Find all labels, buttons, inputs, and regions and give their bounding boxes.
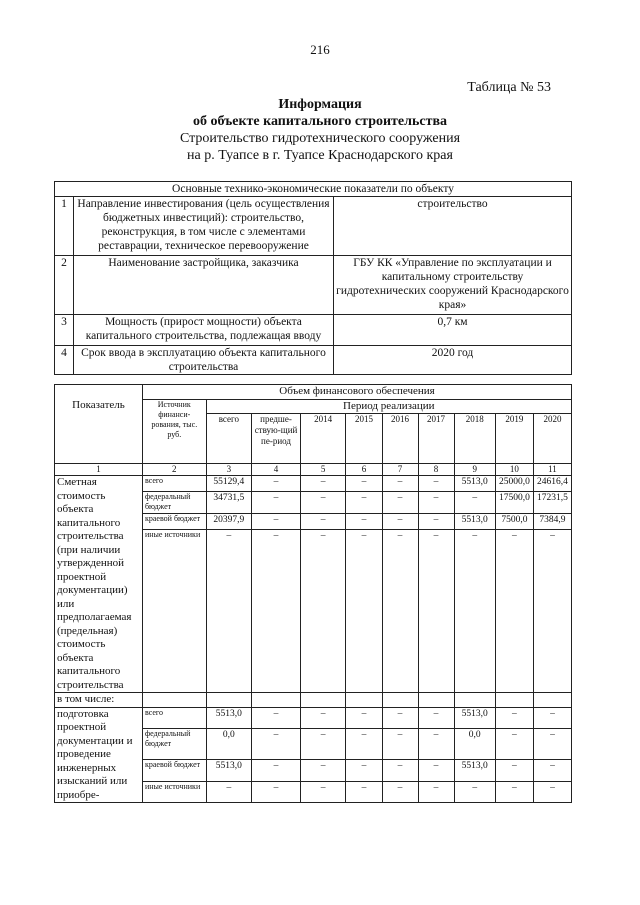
period-col-3: 2015 [346, 414, 382, 464]
value-cell: – [382, 491, 418, 514]
value-cell: – [454, 530, 495, 693]
indicator-value: 0,7 км [334, 315, 572, 346]
value-cell: – [495, 760, 533, 781]
column-number: 10 [495, 464, 533, 476]
title-line-2: об объекте капитального строительства [192, 114, 448, 129]
period-col-7: 2019 [495, 414, 533, 464]
value-cell: – [346, 476, 382, 492]
value-cell: – [533, 781, 571, 802]
value-cell: 17500,0 [495, 491, 533, 514]
value-cell: – [300, 760, 346, 781]
period-col-6: 2018 [454, 414, 495, 464]
value-cell: – [252, 728, 301, 759]
value-cell: – [252, 781, 301, 802]
value-cell: 7384,9 [533, 514, 571, 530]
value-cell: – [382, 760, 418, 781]
value-cell: 24616,4 [533, 476, 571, 492]
value-cell: – [382, 514, 418, 530]
value-cell: – [252, 707, 301, 728]
value-cell: – [382, 476, 418, 492]
column-number: 11 [533, 464, 571, 476]
source-cell: краевой бюджет [142, 514, 206, 530]
source-cell: иные источники [142, 530, 206, 693]
source-cell: иные источники [142, 781, 206, 802]
source-cell: федеральный бюджет [142, 728, 206, 759]
value-cell: – [418, 707, 454, 728]
value-cell: – [252, 514, 301, 530]
value-cell: – [300, 781, 346, 802]
column-number: 8 [418, 464, 454, 476]
value-cell: 7500,0 [495, 514, 533, 530]
value-cell: – [206, 530, 252, 693]
value-cell: – [418, 760, 454, 781]
indicator-number: 4 [55, 346, 74, 375]
value-cell: – [454, 781, 495, 802]
period-col-1: предше-ствую-щий пе-риод [252, 414, 301, 464]
source-cell: всего [142, 707, 206, 728]
finance-header: Объем финансового обеспечения [142, 385, 571, 400]
source-cell: федеральный бюджет [142, 491, 206, 514]
value-cell: – [495, 530, 533, 693]
column-number: 6 [346, 464, 382, 476]
column-number: 5 [300, 464, 346, 476]
value-cell: – [418, 728, 454, 759]
including-label: в том числе: [55, 693, 143, 708]
value-cell: – [454, 491, 495, 514]
value-cell: – [418, 781, 454, 802]
value-cell: – [418, 476, 454, 492]
value-cell: – [346, 530, 382, 693]
value-cell: 5513,0 [454, 760, 495, 781]
indicator-label: Наименование застройщика, заказчика [74, 256, 334, 315]
indicator-value: строительство [334, 197, 572, 256]
indicators-header: Основные технико-экономические показатели по объекту [55, 182, 572, 197]
value-cell: – [300, 514, 346, 530]
title-line-3: Строительство гидротехнического сооружения [179, 131, 461, 146]
table-label: Таблица № 53 [467, 80, 551, 95]
indicator-number: 1 [55, 197, 74, 256]
period-col-5: 2017 [418, 414, 454, 464]
period-col-0: всего [206, 414, 252, 464]
source-cell: всего [142, 476, 206, 492]
value-cell: – [346, 728, 382, 759]
indicators-table [54, 181, 572, 375]
value-cell: – [300, 491, 346, 514]
value-cell: – [346, 707, 382, 728]
value-cell: – [382, 530, 418, 693]
value-cell: – [495, 728, 533, 759]
value-cell: 5513,0 [454, 476, 495, 492]
value-cell: – [252, 530, 301, 693]
column-number: 3 [206, 464, 252, 476]
finance-table [54, 384, 572, 803]
title-line-1: Информация [278, 97, 362, 112]
indicator-value: 2020 год [334, 346, 572, 375]
value-cell: – [346, 514, 382, 530]
indicator-label: Срок ввода в эксплуатацию объекта капитального строительства [74, 346, 334, 375]
value-cell: – [382, 728, 418, 759]
value-cell: 5513,0 [454, 707, 495, 728]
column-indicator: Показатель [55, 399, 143, 464]
period-col-2: 2014 [300, 414, 346, 464]
value-cell: – [418, 530, 454, 693]
title-line-4: на р. Туапсе в г. Туапсе Краснодарского края [187, 148, 453, 163]
value-cell: 20397,9 [206, 514, 252, 530]
value-cell: – [533, 728, 571, 759]
value-cell: – [346, 781, 382, 802]
column-number: 4 [252, 464, 301, 476]
source-cell: краевой бюджет [142, 760, 206, 781]
value-cell: – [346, 760, 382, 781]
period-col-4: 2016 [382, 414, 418, 464]
indicator-number: 2 [55, 256, 74, 315]
column-number: 7 [382, 464, 418, 476]
column-source: Источник финанси-рования, тыс. руб. [142, 399, 206, 464]
indicator-value: ГБУ КК «Управление по эксплуатации и капитальному строительству гидротехнических сооружений Краснодарского края» [334, 256, 572, 315]
row-group-label: подготовка проектной документации и проведение инженерных изысканий или приобре- [55, 707, 143, 803]
period-header: Период реализации [206, 399, 571, 414]
column-number: 1 [55, 464, 143, 476]
value-cell: – [300, 707, 346, 728]
value-cell: 17231,5 [533, 491, 571, 514]
value-cell: – [382, 781, 418, 802]
row-group-label: Сметная стоимость объекта капитального строительства (при наличии утвержденной проектной документации) или предполагаемая (предельная) стоимость объекта капитального строительства [55, 476, 143, 693]
indicator-number: 3 [55, 315, 74, 346]
indicator-label: Мощность (прирост мощности) объекта капитального строительства, подлежащая вводу [74, 315, 334, 346]
value-cell: – [418, 491, 454, 514]
value-cell: – [533, 760, 571, 781]
value-cell: – [252, 760, 301, 781]
value-cell: – [300, 728, 346, 759]
value-cell: 25000,0 [495, 476, 533, 492]
value-cell: 5513,0 [206, 707, 252, 728]
value-cell: 5513,0 [206, 760, 252, 781]
value-cell: 34731,5 [206, 491, 252, 514]
value-cell: 5513,0 [454, 514, 495, 530]
value-cell: 55129,4 [206, 476, 252, 492]
value-cell: – [252, 491, 301, 514]
value-cell: – [346, 491, 382, 514]
value-cell: – [495, 707, 533, 728]
period-col-8: 2020 [533, 414, 571, 464]
column-number: 9 [454, 464, 495, 476]
value-cell: – [300, 530, 346, 693]
page-number: 216 [310, 42, 330, 57]
value-cell: – [533, 707, 571, 728]
value-cell: – [300, 476, 346, 492]
value-cell: – [418, 514, 454, 530]
indicator-label: Направление инвестирования (цель осуществления бюджетных инвестиций): строительство, реконструкция, в том числе с элементами реставрации, техническое перевооружение [74, 197, 334, 256]
column-number: 2 [142, 464, 206, 476]
document-title [0, 96, 640, 164]
value-cell: 0,0 [206, 728, 252, 759]
value-cell: – [382, 707, 418, 728]
value-cell: – [206, 781, 252, 802]
value-cell: 0,0 [454, 728, 495, 759]
value-cell: – [495, 781, 533, 802]
value-cell: – [533, 530, 571, 693]
value-cell: – [252, 476, 301, 492]
